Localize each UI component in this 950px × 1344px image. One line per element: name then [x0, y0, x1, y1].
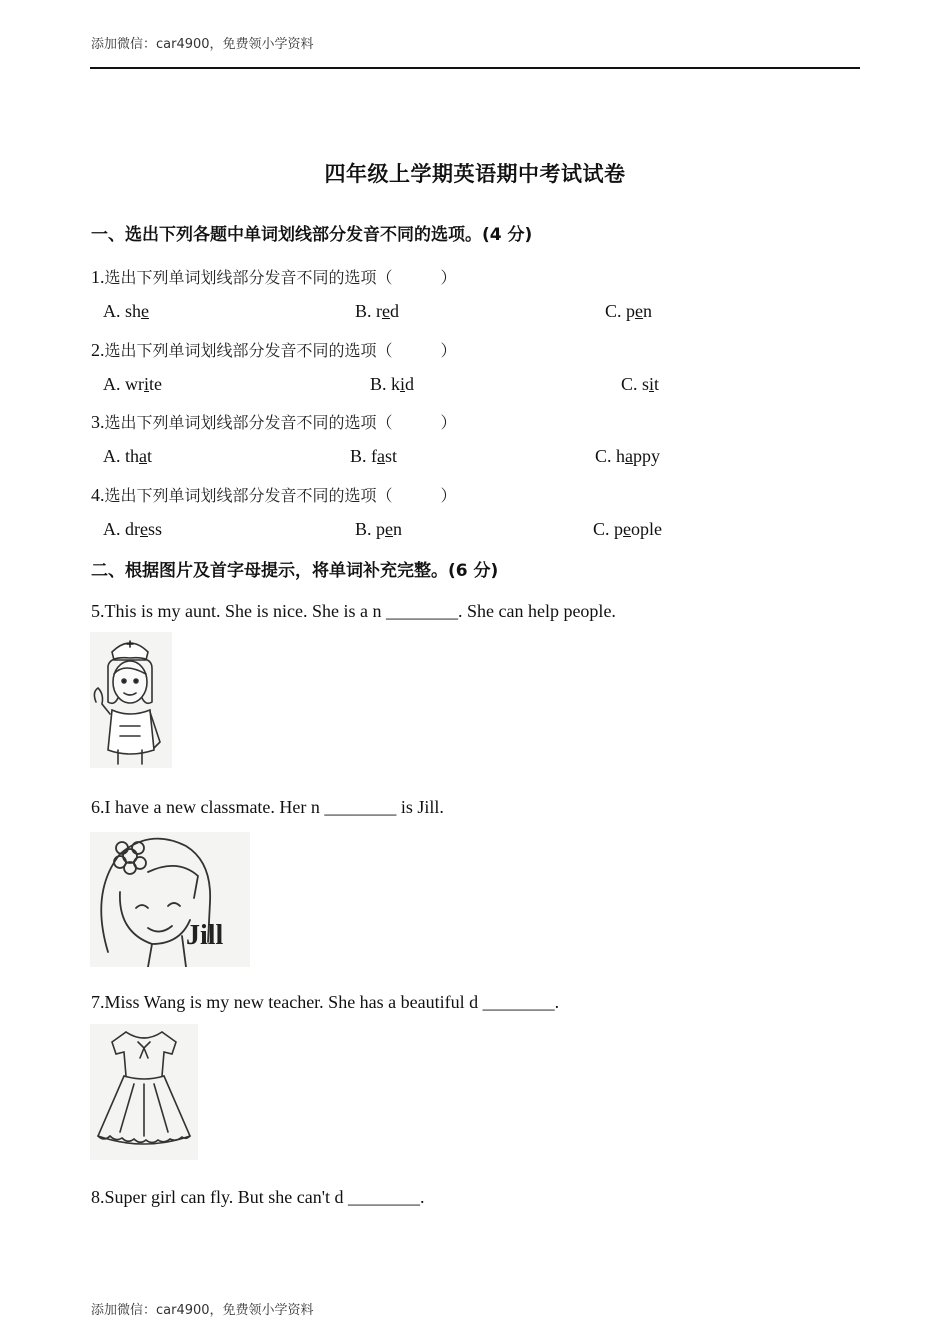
option-letter: A.	[103, 301, 125, 321]
option-ul: e	[635, 301, 644, 321]
dress-image	[90, 1024, 198, 1160]
option-ul: e	[623, 519, 632, 539]
question-prompt: 选出下列单词划线部分发音不同的选项（ ）	[104, 268, 457, 287]
section-1-heading: 一、选出下列各题中单词划线部分发音不同的选项。(4 分)	[91, 225, 533, 245]
option-c	[605, 301, 652, 322]
option-pre: h	[616, 446, 626, 466]
option-ul: a	[139, 446, 148, 466]
option-letter: C.	[593, 519, 615, 539]
option-pre: p	[376, 519, 386, 539]
option-ul: i	[144, 374, 150, 394]
option-post: n	[643, 301, 653, 321]
option-letter: C.	[595, 446, 617, 466]
question-7: 7.Miss Wang is my new teacher. She has a beautiful d ________.	[91, 992, 560, 1012]
option-post: d	[390, 301, 400, 321]
nurse-image	[90, 632, 172, 768]
jill-image	[90, 832, 250, 967]
header-rule	[90, 67, 860, 69]
option-ul: e	[382, 301, 391, 321]
option-letter: C.	[621, 374, 643, 394]
option-post: n	[393, 519, 403, 539]
question-5: 5.This is my aunt. She is nice. She is a n ________. She can help people.	[91, 601, 616, 621]
option-b	[350, 446, 397, 467]
footer-note: 添加微信：car4900，免费领小学资料	[91, 1303, 314, 1318]
question-number: 4.	[91, 485, 105, 505]
option-post: ppy	[633, 446, 661, 466]
option-pre: wr	[125, 374, 144, 394]
option-letter: B.	[355, 301, 377, 321]
section-2-heading: 二、根据图片及首字母提示，将单词补充完整。(6 分)	[91, 561, 499, 581]
question-prompt: 选出下列单词划线部分发音不同的选项（ ）	[104, 486, 457, 505]
question-prompt: 选出下列单词划线部分发音不同的选项（ ）	[104, 413, 457, 432]
option-post: t	[654, 374, 660, 394]
option-letter: B.	[355, 519, 377, 539]
jill-label: Jill	[186, 920, 224, 951]
option-letter: A.	[103, 519, 125, 539]
option-pre: r	[376, 301, 383, 321]
option-b	[355, 519, 402, 540]
question-number: 1.	[91, 267, 105, 287]
header-note: 添加微信：car4900，免费领小学资料	[91, 37, 314, 52]
option-ul: e	[141, 301, 150, 321]
question-number: 3.	[91, 412, 105, 432]
option-a	[103, 519, 162, 540]
option-pre: p	[614, 519, 624, 539]
option-ul: a	[377, 446, 386, 466]
option-b	[355, 301, 399, 322]
option-letter: B.	[350, 446, 372, 466]
option-pre: dr	[125, 519, 140, 539]
option-ul: e	[385, 519, 394, 539]
option-c	[593, 519, 662, 540]
question-prompt: 选出下列单词划线部分发音不同的选项（ ）	[104, 341, 457, 360]
option-pre: p	[626, 301, 636, 321]
option-ul: i	[649, 374, 655, 394]
option-pre: f	[371, 446, 378, 466]
option-letter: B.	[370, 374, 392, 394]
option-post: d	[405, 374, 415, 394]
option-pre: s	[642, 374, 650, 394]
option-pre: sh	[125, 301, 142, 321]
option-post: te	[149, 374, 163, 394]
option-post: t	[147, 446, 153, 466]
option-c	[595, 446, 660, 467]
option-letter: A.	[103, 446, 125, 466]
option-a	[103, 301, 149, 322]
option-ul: e	[140, 519, 148, 539]
page-title: 四年级上学期英语期中考试试卷	[324, 162, 626, 186]
question-number: 2.	[91, 340, 105, 360]
option-pre: th	[125, 446, 140, 466]
option-b	[370, 374, 414, 395]
option-post: st	[385, 446, 398, 466]
question-8: 8.Super girl can fly. But she can't d ________.	[91, 1187, 425, 1207]
option-pre: k	[391, 374, 401, 394]
question-6: 6.I have a new classmate. Her n ________ is Jill.	[91, 797, 444, 817]
option-ul: a	[625, 446, 634, 466]
question-2	[91, 338, 457, 361]
option-c	[621, 374, 659, 395]
option-post: ss	[148, 519, 163, 539]
option-a	[103, 446, 152, 467]
option-a	[103, 374, 162, 395]
question-3	[91, 410, 457, 433]
option-letter: C.	[605, 301, 627, 321]
question-1	[91, 265, 457, 288]
question-4	[91, 483, 457, 506]
option-letter: A.	[103, 374, 125, 394]
option-post: ople	[631, 519, 663, 539]
option-ul: i	[400, 374, 406, 394]
